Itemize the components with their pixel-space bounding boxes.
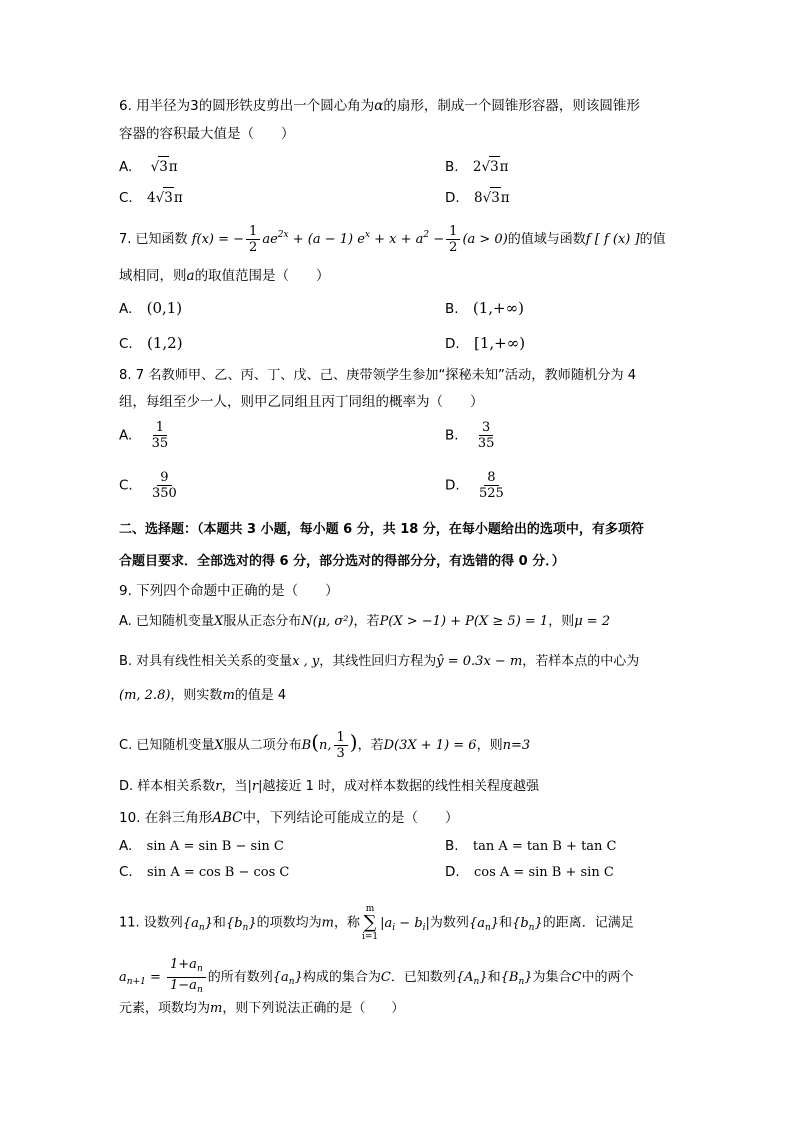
q10-option-c[interactable] [119, 862, 289, 883]
q9-b-equation: ŷ = 0.3x − m [436, 654, 523, 669]
q6-option-d[interactable] [445, 187, 510, 208]
option-label: D. [445, 336, 460, 352]
q7-half-fraction-2: $\frac{1}{2}$ [446, 224, 460, 255]
q9-c-paren-open: ( [311, 730, 319, 754]
q7-option-d-value: [1,+∞) [473, 334, 526, 352]
q7-option-b-value: (1,+∞) [472, 299, 524, 317]
q11-seq-B: $\{B_n\}$ [500, 970, 533, 987]
q9-a-text2: 服从正态分布 [223, 614, 302, 629]
q11-text7: 构成的集合为 [302, 970, 381, 985]
q9-d-text1: D. 样本相关系数 [119, 779, 216, 794]
q8-option-b-fraction: $\frac{3}{35}$ [477, 420, 495, 451]
q10-option-b[interactable] [445, 836, 617, 857]
q9-d-text2: ，当 [221, 779, 248, 794]
q7-composite: f [ f (x) ] [585, 232, 640, 247]
q10-option-a-value: sin A = sin B − sin C [146, 839, 284, 854]
q9-d-abs: |r| [247, 779, 263, 794]
q11-text10: 中的两个 [581, 970, 634, 985]
q6-option-b-value: 2√3π [473, 159, 509, 175]
q9-b-text1: B. 对具有线性相关关系的变量 [119, 654, 293, 669]
option-label: A. [119, 838, 133, 854]
q9-d-r: r [215, 779, 222, 794]
q11-seq-A: $\{A_n\}$ [455, 970, 488, 987]
q9-option-b[interactable] [119, 652, 639, 672]
q9-c-fraction: $\frac{1}{3}$ [334, 730, 348, 761]
q9-d-text3: 越接近 1 时，成对样本数据的线性相关程度越强 [262, 779, 540, 794]
q7-stem-part2: 的值域与函数 [507, 232, 586, 247]
q7-condition: (a > 0) [462, 232, 508, 247]
q11-and2: 和 [499, 915, 513, 931]
q9-a-normal: N(μ, σ²) [301, 614, 354, 629]
q9-a-text4: ，则 [548, 614, 575, 629]
q11-seq-b-2: $\{b_n\}$ [512, 915, 543, 933]
q9-option-d[interactable] [119, 777, 539, 797]
q8-option-b[interactable] [445, 420, 499, 451]
q8-stem-line2: 组，每组至少一人，则甲乙同组且丙丁同组的概率为（ ） [119, 394, 484, 410]
q9-b-xy: x , y [292, 654, 320, 669]
q11-seq-a-3: $\{a_n\}$ [272, 970, 303, 987]
q9-option-a[interactable] [119, 612, 610, 632]
q7-stem-line2 [119, 266, 330, 286]
q10-triangle: ABC [212, 810, 243, 826]
q8-option-d[interactable] [445, 470, 509, 501]
q9-b-text4: ，则实数 [170, 688, 223, 703]
q11-text8: ．已知数列 [390, 970, 456, 985]
q9-b-text5: 的值是 4 [234, 688, 287, 703]
q8-stem-line1: 8. 7 名教师甲、乙、丙、丁、戊、己、庚带领学生参加“探秘未知”活动，教师随机分为 4 [119, 368, 637, 383]
q7-option-d[interactable] [445, 333, 525, 354]
q9-c-binom: B [301, 738, 312, 753]
option-label: B. [445, 301, 459, 317]
q7-option-a-value: (0,1) [146, 299, 183, 317]
q7-stem-part1: 7. 已知函数 [119, 232, 188, 247]
q11-distance: $|a_i - b_i|$ [380, 915, 430, 933]
q11-text11: 元素，项数均为 [119, 1001, 211, 1016]
q9-c-text4: ，则 [476, 738, 503, 753]
q7-stem-part3: 的值 [639, 232, 666, 247]
q10-stem-part2: 中，下列结论可能成立的是（ ） [242, 810, 459, 826]
q7-option-b[interactable] [445, 298, 524, 319]
option-label: B. [445, 159, 459, 175]
q11-text5: 的距离．记满足 [542, 915, 634, 931]
q9-a-text3: ，若 [353, 614, 380, 629]
q6-option-c[interactable] [119, 187, 183, 208]
q10-option-d-value: cos A = sin B + sin C [473, 865, 614, 880]
q7-a-var: a [186, 268, 195, 284]
q8-option-c-fraction: $\frac{9}{350}$ [152, 470, 177, 501]
q9-b-m: m [222, 688, 235, 703]
q6-option-a-value: √3π [151, 159, 178, 175]
q7-expression: $ae^{2x} + (a - 1) e^x + x + a^2$ − [262, 230, 445, 247]
q11-text12: ，则下列说法正确的是（ ） [222, 1001, 405, 1016]
q11-m-2: m [210, 1001, 223, 1016]
option-label: A. [119, 159, 133, 175]
option-label: D. [445, 864, 460, 880]
q6-option-b[interactable] [445, 156, 509, 177]
q9-stem: 9. 下列四个命题中正确的是（ ） [119, 583, 339, 599]
q9-a-prob: P(X > −1) + P(X ≥ 5) = 1 [379, 614, 549, 629]
q11-recurrence-lhs: $a_{n+1}$ = [119, 970, 166, 987]
q11-text4: 为数列 [429, 915, 469, 931]
q6-option-d-value: 8√3π [474, 190, 510, 206]
q6-option-c-value: 4√3π [147, 190, 183, 206]
q8-option-a-fraction: $\frac{1}{35}$ [151, 420, 169, 451]
q6-stem-part1: 6. 用半径为3的圆形铁皮剪出一个圆心角为 [119, 98, 375, 114]
option-label: C. [119, 336, 133, 352]
q11-text6: 的所有数列 [207, 970, 273, 985]
q11-seq-a-2: $\{a_n\}$ [468, 915, 500, 933]
q7-line2-part1: 域相同，则 [119, 268, 187, 284]
q6-stem-line1 [119, 96, 640, 116]
option-label: D. [445, 477, 460, 494]
q7-line2-part2: 的取值范围是（ ） [194, 268, 330, 284]
q11-set-c-2: C [571, 970, 582, 985]
section2-heading-line1: 二、选择题：（本题共 3 小题，每小题 6 分，共 18 分，在每小题给出的选项中，有多项符 [119, 522, 644, 537]
q11-set-c: C [380, 970, 391, 985]
q9-option-c[interactable] [119, 730, 530, 761]
q7-option-c[interactable] [119, 333, 183, 354]
q11-seq-b: $\{b_n\}$ [225, 915, 257, 933]
option-label: D. [445, 190, 460, 206]
q11-recurrence-fraction: $\frac{1+a_n}{1-a_n}$ [167, 957, 206, 998]
q9-b-text2: ，其线性回归方程为 [319, 654, 437, 669]
q11-text3: ，称 [333, 915, 360, 931]
q11-seq-a: $\{a_n\}$ [182, 915, 213, 933]
q7-option-a[interactable] [119, 298, 182, 319]
q11-and1: 和 [212, 915, 226, 931]
q11-summation: m ∑ i=1 [361, 904, 379, 942]
section2-heading-line2: 合题目要求．全部选对的得 6 分，部分选对的得部分分，有选错的得 0 分．） [119, 554, 565, 569]
q9-b-text3: ，若样本点的中心为 [522, 654, 640, 669]
q9-c-n3: n=3 [502, 738, 531, 753]
q10-option-a[interactable] [119, 836, 284, 857]
q9-a-x: X [213, 614, 224, 629]
q9-c-x: X [214, 738, 224, 753]
q9-c-text3: ，若 [357, 738, 384, 753]
q8-option-d-fraction: $\frac{8}{525}$ [478, 470, 504, 501]
q10-stem-part1: 10. 在斜三角形 [119, 810, 213, 826]
q6-stem-line2: 容器的容积最大值是（ ） [119, 126, 295, 142]
q6-stem-part2: 的扇形，制成一个圆锥形容器，则该圆锥形 [383, 98, 640, 114]
q9-a-mu: μ = 2 [574, 614, 611, 629]
option-label: B. [445, 838, 459, 854]
option-label: C. [119, 864, 133, 880]
q9-c-n: n, [319, 738, 332, 753]
q7-option-c-value: (1,2) [147, 334, 183, 352]
q9-c-text2: 服从二项分布 [223, 738, 302, 753]
q9-a-text1: A. 已知随机变量 [119, 614, 214, 629]
q7-half-fraction: $\frac{1}{2}$ [246, 224, 260, 255]
q7-stem-line1 [119, 224, 666, 255]
q11-stem-line2 [119, 957, 634, 998]
q9-c-paren-close: ) [349, 730, 358, 754]
option-label: B. [445, 427, 459, 444]
q9-c-variance: D(3X + 1) = 6 [383, 738, 477, 753]
q11-text2: 的项数均为 [256, 915, 322, 931]
q10-option-b-value: tan A = tan B + tan C [472, 839, 617, 854]
q8-option-a[interactable] [119, 420, 173, 451]
q11-text9: 为集合 [532, 970, 572, 985]
option-label: C. [119, 190, 133, 206]
q9-c-text1: C. 已知随机变量 [119, 738, 215, 753]
q6-alpha: α [374, 98, 384, 114]
q10-option-d[interactable] [445, 862, 614, 883]
q11-stem-line3 [119, 999, 404, 1019]
q10-stem [119, 808, 459, 828]
q9-b-point: (m, 2.8) [119, 688, 171, 703]
option-label: A. [119, 427, 133, 444]
option-label: C. [119, 477, 133, 494]
q10-option-c-value: sin A = cos B − cos C [147, 865, 290, 880]
q6-option-a[interactable] [119, 156, 178, 177]
q9-option-b-line2 [119, 686, 286, 706]
q11-text1: 11. 设数列 [119, 915, 183, 931]
option-label: A. [119, 301, 133, 317]
q11-stem-line1 [119, 904, 634, 942]
q11-m: m [321, 915, 334, 931]
q8-option-c[interactable] [119, 470, 182, 501]
q11-and3: 和 [487, 970, 501, 985]
q7-function: f(x) = − [191, 232, 245, 247]
